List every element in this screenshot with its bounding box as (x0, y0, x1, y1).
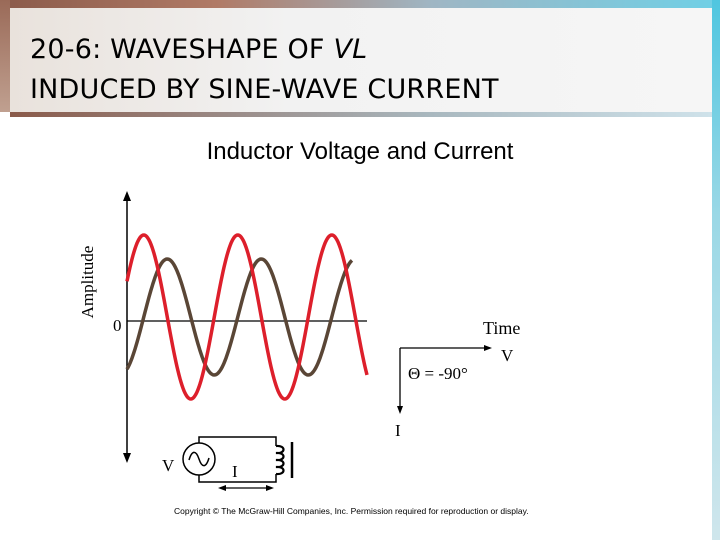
slide-title-prefix: 20-6: WAVESHAPE OF (30, 34, 334, 65)
circuit-source-label: V (162, 456, 175, 475)
figure-title: Inductor Voltage and Current (206, 138, 514, 165)
circuit-wire (199, 437, 276, 446)
copyright-notice: Copyright © The McGraw-Hill Companies, Inc. Permission required for reproduction or display. (174, 506, 529, 516)
inductor-coil-icon (276, 446, 284, 474)
phasor-i-label: I (395, 421, 401, 440)
x-axis-label: Time (483, 318, 521, 338)
phase-angle-label: Θ = -90° (408, 364, 468, 383)
circuit-current-label: I (232, 462, 238, 481)
y-axis-label: Amplitude (78, 245, 97, 319)
slide-title-line-2: INDUCED BY SINE-WAVE CURRENT (30, 74, 499, 105)
origin-label: 0 (113, 316, 122, 335)
slide-title-italic: VL (333, 34, 368, 65)
phasor-v-label: V (501, 346, 514, 365)
